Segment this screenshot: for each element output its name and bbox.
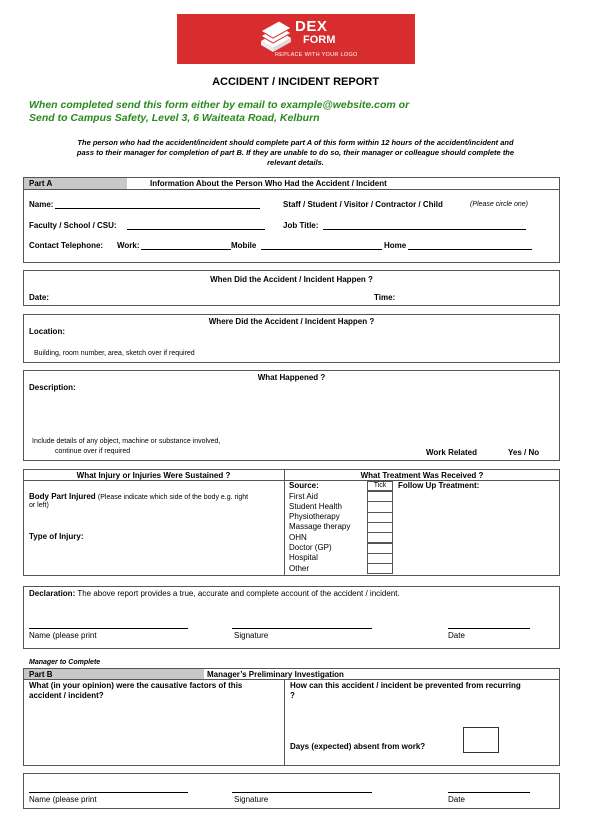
tick-label: Tick [373, 482, 387, 489]
part-a-label: Part A [29, 179, 53, 188]
tick-header-cell [367, 481, 393, 491]
days-absent-label: Days (expected) absent from work? [290, 742, 426, 751]
part-b-label: Part B [29, 670, 53, 679]
description-hint-line2: continue over if required [55, 448, 131, 455]
body-part-hint-line2: or left) [29, 502, 49, 509]
home-phone-label: Home [384, 241, 407, 250]
declaration-label: Declaration: [29, 589, 76, 598]
type-of-injury-label: Type of Injury: [29, 532, 84, 541]
treatment-source-label: First Aid [289, 491, 318, 501]
logo-tagline: REPLACE WITH YOUR LOGO [275, 52, 358, 58]
declaration-signature-label: Signature [234, 631, 269, 640]
when-heading: When Did the Accident / Incident Happen ? [210, 275, 373, 284]
description-hint-line1: Include details of any object, machine or substance involved, [32, 438, 221, 445]
work-related-yes-no[interactable]: Yes / No [508, 448, 540, 457]
prevent-question-line2: ? [290, 691, 295, 700]
prevent-question-line1: How can this accident / incident be prevented from recurring [290, 681, 521, 690]
what-happened-heading: What Happened ? [257, 373, 326, 382]
logo-text-form: FORM [303, 34, 336, 46]
manager-signature-label: Signature [234, 795, 269, 804]
home-phone-input[interactable] [408, 249, 532, 250]
treatment-source-label: Student Health [289, 501, 342, 511]
send-instructions-line2: Send to Campus Safety, Level 3, 6 Waiteata Road, Kelburn [29, 112, 320, 124]
declaration-text [29, 589, 400, 598]
where-heading: Where Did the Accident / Incident Happen ? [208, 317, 375, 326]
send-instructions-line1: When completed send this form either by email to example@website.com or [29, 99, 410, 111]
declaration-date-input[interactable] [448, 628, 530, 629]
days-absent-input[interactable] [463, 727, 499, 753]
causative-question-line2: accident / incident? [29, 691, 104, 700]
company-logo [177, 14, 415, 64]
body-part-text [29, 492, 248, 501]
declaration-name-label: Name (please print [29, 631, 97, 640]
contact-label: Contact Telephone: [29, 241, 104, 250]
declaration-statement: The above report provides a true, accurate and complete account of the accident / incident. [77, 589, 400, 598]
role-options[interactable]: Staff / Student / Visitor / Contractor / Child [283, 200, 443, 209]
role-hint: (Please circle one) [470, 201, 528, 208]
mobile-phone-input[interactable] [261, 249, 382, 250]
manager-name-input[interactable] [29, 792, 188, 793]
job-title-label: Job Title: [283, 221, 319, 230]
job-title-input[interactable] [323, 229, 526, 230]
form-stack-icon [257, 21, 293, 55]
name-label: Name: [29, 200, 54, 209]
faculty-input[interactable] [127, 229, 265, 230]
name-input[interactable] [55, 208, 260, 209]
page-title: ACCIDENT / INCIDENT REPORT [212, 76, 379, 88]
date-label: Date: [29, 293, 50, 302]
location-hint: Building, room number, area, sketch over if required [34, 350, 195, 357]
part-a-heading: Information About the Person Who Had the Accident / Incident [150, 179, 387, 188]
intro-line1: The person who had the accident/incident should complete part A of this form within 12 hours of the accident/incident and [77, 138, 514, 147]
logo-text-dex: DEX [295, 18, 328, 35]
work-related-label: Work Related [426, 448, 477, 457]
work-phone-input[interactable] [141, 249, 231, 250]
faculty-label: Faculty / School / CSU: [29, 221, 117, 230]
body-part-label: Body Part Injured [29, 492, 96, 501]
manager-date-label: Date [448, 795, 465, 804]
follow-up-label: Follow Up Treatment: [398, 481, 480, 490]
treatment-source-label: Doctor (GP) [289, 543, 332, 552]
location-label: Location: [29, 327, 65, 336]
treatment-source-label: Other [289, 563, 310, 573]
treatment-source-label: Massage therapy [289, 522, 351, 532]
treatment-source-label: Hospital [289, 553, 318, 563]
manager-signoff-section [23, 773, 560, 809]
part-b-heading: Manager’s Preliminary Investigation [207, 670, 344, 679]
manager-note: Manager to Complete [29, 659, 101, 666]
body-part-hint: (Please indicate which side of the body e.g. right [97, 494, 249, 501]
treatment-tick-box[interactable] [367, 563, 393, 574]
description-label: Description: [29, 383, 76, 392]
manager-date-input[interactable] [448, 792, 530, 793]
manager-signature-input[interactable] [232, 792, 372, 793]
declaration-name-input[interactable] [29, 628, 188, 629]
injury-heading: What Injury or Injuries Were Sustained ? [76, 471, 231, 480]
time-label: Time: [374, 293, 396, 302]
mobile-phone-label: Mobile [231, 241, 257, 250]
source-label: Source: [289, 481, 319, 490]
manager-name-label: Name (please print [29, 795, 97, 804]
declaration-date-label: Date [448, 631, 465, 640]
intro-line2: pass to their manager for completion of part B. If they are unable to do so, their manager or colleague should complete the [76, 148, 515, 157]
causative-question-line1: What (in your opinion) were the causative factors of this [29, 681, 243, 690]
treatment-heading: What Treatment Was Received ? [360, 471, 484, 480]
declaration-signature-input[interactable] [232, 628, 372, 629]
intro-line3: relevant details. [267, 158, 324, 167]
treatment-source-label: Physiotherapy [289, 512, 340, 522]
work-phone-label: Work: [117, 241, 140, 250]
treatment-source-label: OHN [289, 532, 307, 542]
